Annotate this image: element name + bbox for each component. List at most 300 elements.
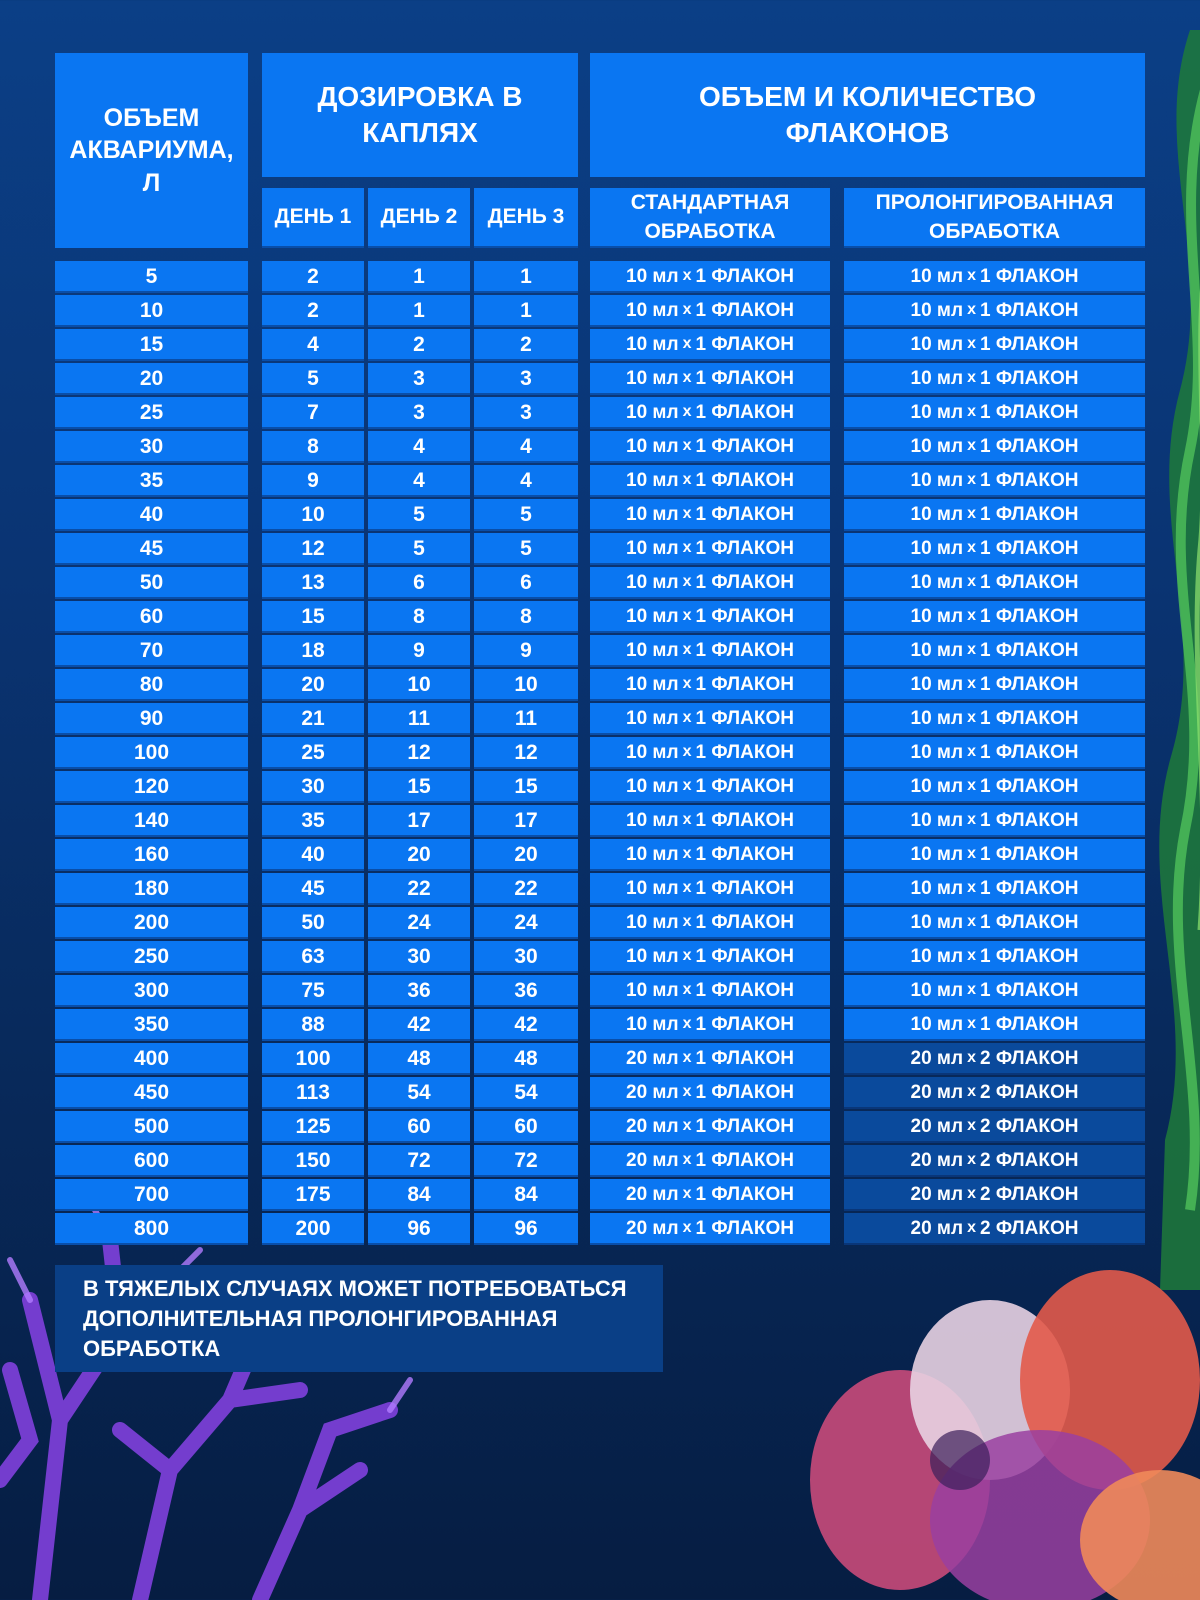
- bottle-count: 1 ФЛАКОН: [695, 537, 794, 559]
- bottle-volume: 10 мл: [910, 809, 964, 831]
- cell-day-2: 17: [368, 805, 470, 837]
- multiply-sign: x: [967, 1117, 976, 1134]
- bottle-count: 1 ФЛАКОН: [695, 1081, 794, 1103]
- multiply-sign: x: [682, 675, 692, 692]
- multiply-sign: x: [682, 709, 692, 726]
- bottle-volume: 10 мл: [910, 537, 964, 559]
- cell-day-3: 8: [474, 601, 578, 633]
- cell-prolonged: [844, 1179, 1145, 1211]
- cell-prolonged: [844, 1145, 1145, 1177]
- bottle-count: 1 ФЛАКОН: [695, 1217, 794, 1239]
- header-standard: СТАНДАРТНАЯ ОБРАБОТКА: [590, 188, 830, 248]
- bottle-count: 1 ФЛАКОН: [979, 503, 1079, 525]
- cell-volume: 450: [55, 1077, 248, 1109]
- bottle-volume: 10 мл: [910, 299, 964, 321]
- cell-day-2: 12: [368, 737, 470, 769]
- cell-day-1: 100: [262, 1043, 364, 1075]
- cell-standard: [590, 1077, 830, 1109]
- bottle-count: 1 ФЛАКОН: [979, 877, 1079, 899]
- header-dosage: ДОЗИРОВКА В КАПЛЯХ: [262, 53, 578, 177]
- cell-day-3: 11: [474, 703, 578, 735]
- header-day-2: ДЕНЬ 2: [368, 188, 470, 248]
- bottle-volume: 10 мл: [626, 707, 679, 729]
- cell-prolonged: [844, 533, 1145, 565]
- multiply-sign: x: [967, 913, 976, 930]
- bottle-count: 1 ФЛАКОН: [695, 435, 794, 457]
- cell-volume: 400: [55, 1043, 248, 1075]
- cell-day-2: 5: [368, 499, 470, 531]
- cell-prolonged: [844, 1111, 1145, 1143]
- cell-prolonged: [844, 295, 1145, 327]
- cell-standard: [590, 873, 830, 905]
- header-prolonged: ПРОЛОНГИРОВАННАЯ ОБРАБОТКА: [844, 188, 1145, 248]
- cell-day-3: 60: [474, 1111, 578, 1143]
- cell-day-2: 3: [368, 397, 470, 429]
- bottle-count: 1 ФЛАКОН: [979, 537, 1079, 559]
- bottle-volume: 10 мл: [626, 775, 679, 797]
- multiply-sign: x: [682, 947, 692, 964]
- bottle-count: 1 ФЛАКОН: [979, 911, 1079, 933]
- multiply-sign: x: [682, 505, 692, 522]
- bottle-count: 1 ФЛАКОН: [695, 1183, 794, 1205]
- header-day-3: ДЕНЬ 3: [474, 188, 578, 248]
- cell-day-2: 30: [368, 941, 470, 973]
- cell-day-1: 88: [262, 1009, 364, 1041]
- multiply-sign: x: [682, 539, 692, 556]
- bottle-volume: 20 мл: [626, 1217, 679, 1239]
- multiply-sign: x: [682, 1117, 692, 1134]
- cell-volume: 100: [55, 737, 248, 769]
- bottle-count: 1 ФЛАКОН: [695, 571, 794, 593]
- cell-day-1: 2: [262, 295, 364, 327]
- multiply-sign: x: [967, 777, 976, 794]
- bottle-volume: 20 мл: [910, 1047, 964, 1069]
- cell-standard: [590, 431, 830, 463]
- cell-day-1: 5: [262, 363, 364, 395]
- bottle-volume: 10 мл: [626, 537, 679, 559]
- bottle-volume: 10 мл: [910, 707, 964, 729]
- cell-day-1: 2: [262, 261, 364, 293]
- multiply-sign: x: [682, 369, 692, 386]
- cell-volume: 45: [55, 533, 248, 565]
- bottle-volume: 10 мл: [626, 401, 679, 423]
- bottle-volume: 10 мл: [910, 503, 964, 525]
- note-text: В ТЯЖЕЛЫХ СЛУЧАЯХ МОЖЕТ ПОТРЕБОВАТЬСЯ ДОПОЛНИТЕЛЬНАЯ ПРОЛОНГИРОВАННАЯ ОБРАБОТКА: [83, 1275, 627, 1361]
- multiply-sign: x: [682, 1219, 692, 1236]
- cell-prolonged: [844, 975, 1145, 1007]
- bottle-count: 1 ФЛАКОН: [695, 605, 794, 627]
- bottle-count: 1 ФЛАКОН: [979, 299, 1079, 321]
- multiply-sign: x: [682, 879, 692, 896]
- cell-standard: [590, 261, 830, 293]
- cell-day-3: 22: [474, 873, 578, 905]
- cell-prolonged: [844, 703, 1145, 735]
- cell-prolonged: [844, 1043, 1145, 1075]
- bottle-volume: 20 мл: [626, 1115, 679, 1137]
- cell-day-3: 96: [474, 1213, 578, 1245]
- multiply-sign: x: [967, 879, 976, 896]
- bottle-volume: 10 мл: [626, 843, 679, 865]
- multiply-sign: x: [682, 301, 692, 318]
- cell-day-2: 36: [368, 975, 470, 1007]
- cell-day-1: 13: [262, 567, 364, 599]
- header-bottles: ОБЪЕМ И КОЛИЧЕСТВО ФЛАКОНОВ: [590, 53, 1145, 177]
- multiply-sign: x: [967, 981, 976, 998]
- bottle-volume: 10 мл: [626, 333, 679, 355]
- bottle-count: 1 ФЛАКОН: [695, 367, 794, 389]
- bottle-volume: 10 мл: [910, 639, 964, 661]
- bottle-count: 1 ФЛАКОН: [979, 775, 1079, 797]
- cell-day-2: 5: [368, 533, 470, 565]
- bottle-count: 1 ФЛАКОН: [695, 775, 794, 797]
- bottle-count: 1 ФЛАКОН: [695, 299, 794, 321]
- bottle-count: 1 ФЛАКОН: [979, 843, 1079, 865]
- cell-volume: 200: [55, 907, 248, 939]
- bottle-volume: 10 мл: [626, 911, 679, 933]
- cell-standard: [590, 567, 830, 599]
- cell-day-3: 5: [474, 533, 578, 565]
- bottle-count: 1 ФЛАКОН: [695, 809, 794, 831]
- multiply-sign: x: [682, 1151, 692, 1168]
- bottle-count: 1 ФЛАКОН: [979, 333, 1079, 355]
- bottle-volume: 10 мл: [910, 605, 964, 627]
- cell-day-3: 4: [474, 431, 578, 463]
- cell-volume: 160: [55, 839, 248, 871]
- cell-day-1: 200: [262, 1213, 364, 1245]
- cell-standard: [590, 941, 830, 973]
- bottle-volume: 10 мл: [910, 571, 964, 593]
- bottle-volume: 10 мл: [626, 571, 679, 593]
- bottle-volume: 20 мл: [910, 1115, 964, 1137]
- multiply-sign: x: [967, 1083, 976, 1100]
- cell-standard: [590, 1145, 830, 1177]
- pink-coral-decoration: [780, 1217, 1200, 1600]
- bottle-count: 1 ФЛАКОН: [695, 639, 794, 661]
- cell-day-2: 4: [368, 431, 470, 463]
- bottle-count: 1 ФЛАКОН: [979, 605, 1079, 627]
- multiply-sign: x: [682, 403, 692, 420]
- cell-volume: 90: [55, 703, 248, 735]
- bottle-volume: 10 мл: [910, 979, 964, 1001]
- bottle-volume: 20 мл: [626, 1081, 679, 1103]
- multiply-sign: x: [967, 471, 976, 488]
- multiply-sign: x: [967, 641, 976, 658]
- cell-day-2: 96: [368, 1213, 470, 1245]
- cell-day-2: 72: [368, 1145, 470, 1177]
- multiply-sign: x: [682, 1015, 692, 1032]
- cell-day-3: 6: [474, 567, 578, 599]
- bottle-volume: 10 мл: [910, 911, 964, 933]
- bottle-count: 1 ФЛАКОН: [979, 401, 1079, 423]
- bottle-volume: 10 мл: [626, 503, 679, 525]
- multiply-sign: x: [682, 267, 692, 284]
- cell-day-3: 48: [474, 1043, 578, 1075]
- bottle-volume: 10 мл: [910, 367, 964, 389]
- bottle-volume: 10 мл: [910, 775, 964, 797]
- cell-prolonged: [844, 397, 1145, 429]
- bottle-count: 1 ФЛАКОН: [979, 673, 1079, 695]
- multiply-sign: x: [682, 573, 692, 590]
- multiply-sign: x: [682, 743, 692, 760]
- bottle-count: 1 ФЛАКОН: [979, 979, 1079, 1001]
- cell-prolonged: [844, 431, 1145, 463]
- bottle-count: 1 ФЛАКОН: [695, 707, 794, 729]
- cell-day-3: 84: [474, 1179, 578, 1211]
- cell-volume: 180: [55, 873, 248, 905]
- cell-standard: [590, 295, 830, 327]
- cell-standard: [590, 499, 830, 531]
- bottle-volume: 10 мл: [626, 265, 679, 287]
- cell-standard: [590, 703, 830, 735]
- cell-day-2: 54: [368, 1077, 470, 1109]
- cell-day-3: 5: [474, 499, 578, 531]
- cell-standard: [590, 839, 830, 871]
- multiply-sign: x: [967, 539, 976, 556]
- cell-volume: 700: [55, 1179, 248, 1211]
- cell-day-3: 1: [474, 261, 578, 293]
- cell-volume: 350: [55, 1009, 248, 1041]
- cell-day-3: 20: [474, 839, 578, 871]
- bottle-count: 1 ФЛАКОН: [695, 945, 794, 967]
- cell-volume: 40: [55, 499, 248, 531]
- cell-day-2: 1: [368, 261, 470, 293]
- bottle-count: 1 ФЛАКОН: [979, 265, 1079, 287]
- cell-day-2: 48: [368, 1043, 470, 1075]
- cell-prolonged: [844, 567, 1145, 599]
- bottle-count: 1 ФЛАКОН: [695, 1149, 794, 1171]
- cell-prolonged: [844, 873, 1145, 905]
- cell-day-1: 10: [262, 499, 364, 531]
- bottle-count: 1 ФЛАКОН: [979, 1013, 1079, 1035]
- multiply-sign: x: [682, 1083, 692, 1100]
- bottle-volume: 10 мл: [910, 877, 964, 899]
- bottle-volume: 10 мл: [910, 1013, 964, 1035]
- cell-day-2: 42: [368, 1009, 470, 1041]
- multiply-sign: x: [967, 607, 976, 624]
- bottle-volume: 10 мл: [626, 469, 679, 491]
- bottle-volume: 10 мл: [910, 843, 964, 865]
- multiply-sign: x: [967, 437, 976, 454]
- cell-standard: [590, 397, 830, 429]
- cell-day-1: 8: [262, 431, 364, 463]
- bottle-count: 1 ФЛАКОН: [695, 741, 794, 763]
- bottle-volume: 10 мл: [626, 367, 679, 389]
- cell-day-2: 20: [368, 839, 470, 871]
- cell-prolonged: [844, 363, 1145, 395]
- cell-day-3: 72: [474, 1145, 578, 1177]
- bottle-count: 1 ФЛАКОН: [695, 877, 794, 899]
- cell-day-2: 8: [368, 601, 470, 633]
- cell-prolonged: [844, 907, 1145, 939]
- multiply-sign: x: [967, 1219, 976, 1236]
- cell-prolonged: [844, 839, 1145, 871]
- bottle-volume: 20 мл: [910, 1081, 964, 1103]
- header-day-1: ДЕНЬ 1: [262, 188, 364, 248]
- note-box: [55, 1265, 663, 1372]
- bottle-count: 1 ФЛАКОН: [695, 979, 794, 1001]
- bottle-count: 1 ФЛАКОН: [979, 809, 1079, 831]
- cell-standard: [590, 907, 830, 939]
- cell-day-2: 15: [368, 771, 470, 803]
- cell-volume: 800: [55, 1213, 248, 1245]
- bottle-volume: 10 мл: [910, 265, 964, 287]
- cell-volume: 50: [55, 567, 248, 599]
- bottle-count: 1 ФЛАКОН: [695, 1047, 794, 1069]
- cell-day-1: 75: [262, 975, 364, 1007]
- cell-day-1: 30: [262, 771, 364, 803]
- cell-prolonged: [844, 805, 1145, 837]
- cell-standard: [590, 805, 830, 837]
- cell-prolonged: [844, 1077, 1145, 1109]
- cell-day-1: 21: [262, 703, 364, 735]
- cell-day-3: 24: [474, 907, 578, 939]
- bottle-count: 1 ФЛАКОН: [979, 741, 1079, 763]
- bottle-count: 2 ФЛАКОН: [979, 1149, 1079, 1171]
- cell-volume: 20: [55, 363, 248, 395]
- cell-standard: [590, 975, 830, 1007]
- cell-standard: [590, 533, 830, 565]
- cell-day-1: 20: [262, 669, 364, 701]
- multiply-sign: x: [967, 1185, 976, 1202]
- cell-volume: 5: [55, 261, 248, 293]
- bottle-count: 1 ФЛАКОН: [695, 911, 794, 933]
- bottle-count: 2 ФЛАКОН: [979, 1217, 1079, 1239]
- cell-day-2: 4: [368, 465, 470, 497]
- cell-standard: [590, 1009, 830, 1041]
- cell-day-1: 63: [262, 941, 364, 973]
- bottle-count: 1 ФЛАКОН: [695, 503, 794, 525]
- bottle-volume: 20 мл: [910, 1149, 964, 1171]
- bottle-volume: 10 мл: [626, 639, 679, 661]
- cell-volume: 25: [55, 397, 248, 429]
- cell-prolonged: [844, 941, 1145, 973]
- multiply-sign: x: [967, 743, 976, 760]
- cell-prolonged: [844, 499, 1145, 531]
- bottle-volume: 20 мл: [626, 1149, 679, 1171]
- cell-volume: 10: [55, 295, 248, 327]
- cell-volume: 30: [55, 431, 248, 463]
- cell-standard: [590, 771, 830, 803]
- multiply-sign: x: [967, 267, 976, 284]
- cell-volume: 140: [55, 805, 248, 837]
- bottle-volume: 10 мл: [626, 605, 679, 627]
- multiply-sign: x: [967, 1151, 976, 1168]
- bottle-count: 1 ФЛАКОН: [695, 401, 794, 423]
- cell-day-2: 9: [368, 635, 470, 667]
- cell-volume: 80: [55, 669, 248, 701]
- multiply-sign: x: [682, 913, 692, 930]
- bottle-volume: 20 мл: [910, 1183, 964, 1205]
- cell-prolonged: [844, 771, 1145, 803]
- cell-day-3: 15: [474, 771, 578, 803]
- cell-day-2: 2: [368, 329, 470, 361]
- cell-day-2: 3: [368, 363, 470, 395]
- cell-standard: [590, 635, 830, 667]
- cell-standard: [590, 1043, 830, 1075]
- cell-volume: 250: [55, 941, 248, 973]
- bottle-count: 1 ФЛАКОН: [695, 673, 794, 695]
- cell-prolonged: [844, 737, 1145, 769]
- cell-day-3: 54: [474, 1077, 578, 1109]
- cell-day-3: 30: [474, 941, 578, 973]
- bottle-count: 2 ФЛАКОН: [979, 1081, 1079, 1103]
- cell-day-3: 9: [474, 635, 578, 667]
- bottle-count: 1 ФЛАКОН: [979, 639, 1079, 661]
- multiply-sign: x: [967, 675, 976, 692]
- cell-prolonged: [844, 635, 1145, 667]
- multiply-sign: x: [967, 1049, 976, 1066]
- bottle-count: 1 ФЛАКОН: [979, 469, 1079, 491]
- cell-standard: [590, 669, 830, 701]
- multiply-sign: x: [682, 1185, 692, 1202]
- cell-day-1: 125: [262, 1111, 364, 1143]
- bottle-count: 1 ФЛАКОН: [695, 1115, 794, 1137]
- cell-day-1: 9: [262, 465, 364, 497]
- bottle-count: 1 ФЛАКОН: [695, 469, 794, 491]
- multiply-sign: x: [967, 369, 976, 386]
- cell-day-3: 17: [474, 805, 578, 837]
- bottle-volume: 10 мл: [910, 741, 964, 763]
- bottle-volume: 20 мл: [626, 1047, 679, 1069]
- cell-volume: 500: [55, 1111, 248, 1143]
- cell-day-1: 15: [262, 601, 364, 633]
- cell-standard: [590, 1213, 830, 1245]
- bottle-count: 1 ФЛАКОН: [695, 843, 794, 865]
- multiply-sign: x: [682, 335, 692, 352]
- bottle-count: 1 ФЛАКОН: [979, 945, 1079, 967]
- bottle-count: 1 ФЛАКОН: [979, 367, 1079, 389]
- multiply-sign: x: [682, 811, 692, 828]
- bottle-volume: 20 мл: [910, 1217, 964, 1239]
- cell-day-1: 113: [262, 1077, 364, 1109]
- bottle-volume: 10 мл: [910, 333, 964, 355]
- cell-volume: 60: [55, 601, 248, 633]
- bottle-count: 2 ФЛАКОН: [979, 1047, 1079, 1069]
- cell-day-2: 22: [368, 873, 470, 905]
- bottle-volume: 10 мл: [626, 673, 679, 695]
- cell-standard: [590, 601, 830, 633]
- header-volume: ОБЪЕМ АКВАРИУМА, Л: [55, 53, 248, 248]
- cell-day-1: 4: [262, 329, 364, 361]
- multiply-sign: x: [682, 777, 692, 794]
- bottle-count: 2 ФЛАКОН: [979, 1115, 1079, 1137]
- cell-day-1: 25: [262, 737, 364, 769]
- multiply-sign: x: [967, 811, 976, 828]
- cell-day-2: 6: [368, 567, 470, 599]
- cell-day-1: 40: [262, 839, 364, 871]
- cell-day-2: 11: [368, 703, 470, 735]
- bottle-count: 1 ФЛАКОН: [695, 1013, 794, 1035]
- multiply-sign: x: [967, 1015, 976, 1032]
- cell-standard: [590, 1111, 830, 1143]
- cell-day-3: 42: [474, 1009, 578, 1041]
- bottle-volume: 10 мл: [626, 877, 679, 899]
- cell-standard: [590, 329, 830, 361]
- cell-day-2: 1: [368, 295, 470, 327]
- bottle-volume: 10 мл: [626, 945, 679, 967]
- cell-day-3: 4: [474, 465, 578, 497]
- multiply-sign: x: [682, 641, 692, 658]
- bottle-count: 1 ФЛАКОН: [695, 265, 794, 287]
- multiply-sign: x: [682, 607, 692, 624]
- cell-standard: [590, 1179, 830, 1211]
- multiply-sign: x: [967, 709, 976, 726]
- cell-day-1: 150: [262, 1145, 364, 1177]
- bottle-count: 1 ФЛАКОН: [979, 707, 1079, 729]
- cell-day-1: 7: [262, 397, 364, 429]
- multiply-sign: x: [967, 573, 976, 590]
- cell-volume: 70: [55, 635, 248, 667]
